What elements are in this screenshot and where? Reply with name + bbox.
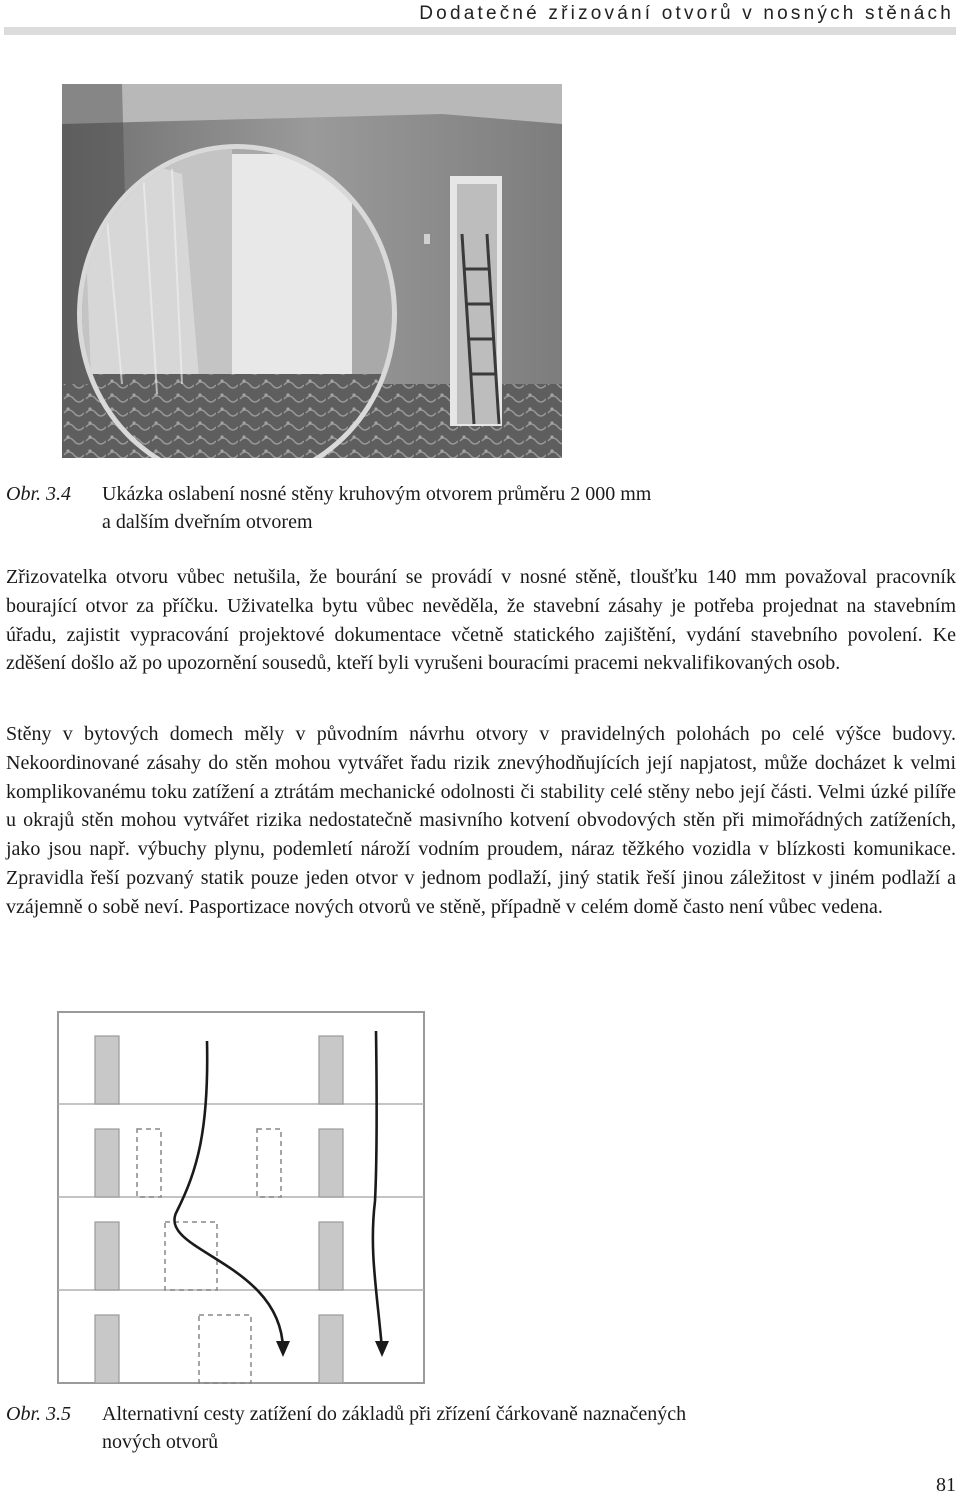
paragraph-2: Stěny v bytových domech měly v původním návrhu otvory v pravidelných polohách po celé výšce budovy. Nekoordinované zásahy do stěn mohou vytvářet řadu rizik znevýhodňujících její napjatost, může docházet k velmi komplikovanému toku zatížení a ztrátám mechanické odolnosti či stability celé stěny nebo její části. Velmi úzké pilíře u okrajů stěn mohou vytvářet rizika nedostatečně masivního kotvení obvodových stěn při mimořádných zatíženích, jako jsou např. výbuchy plynu, podemletí nároží vodním proudem, náraz těžkého vozidla v blízkosti komunikace. Zpravidla řeší pozvaný statik pouze jeden otvor v jednom podlaží, jiný statik řeší jinou záležitost v jiném podlaží a vzájemně o sobě neví. Pasportizace nových otvorů ve stěně, případně v celém domě často není vůbec vedena. — [6, 723, 956, 918]
caption-number: Obr. 3.4 — [6, 483, 72, 505]
caption-number: Obr. 3.5 — [6, 1403, 72, 1425]
header-rule — [4, 27, 956, 35]
paragraph-1: Zřizovatelka otvoru vůbec netušila, že bourání se provádí v nosné stěně, tloušťku 140 mm považoval pracovník bourající otvor za příčku. Uživatelka bytu vůbec nevěděla, že stavební zásahy je potřeba projednat na stavebním úřadu, zajistit vypracování projektové dokumentace včetně statického zajištění, vydání stavebního povolení. Ke zděšení došlo až po upozornění sousedů, kteří byli vyrušeni bouracími pracemi nekvalifikovaných osob. — [6, 566, 956, 675]
photo-figure-3-4 — [62, 84, 562, 458]
running-header: Dodatečné zřizování otvorů v nosných stěnách — [419, 3, 954, 24]
photo-circular-wall-opening-icon — [62, 84, 562, 458]
page-number: 81 — [936, 1474, 956, 1496]
caption-line1: Ukázka oslabení nosné stěny kruhovým otvorem průměru 2 000 mm — [102, 483, 652, 505]
figure-3-5-caption — [6, 1400, 686, 1456]
figure-3-5-diagram — [57, 1011, 425, 1384]
caption-line1: Alternativní cesty zatížení do základů při zřízení čárkovaně naznačených — [102, 1403, 687, 1425]
caption-line2: a dalším dveřním otvorem — [102, 511, 313, 533]
figure-3-4-caption — [6, 480, 651, 536]
load-path-wall-diagram-icon — [57, 1011, 425, 1384]
caption-line2: nových otvorů — [102, 1431, 219, 1453]
